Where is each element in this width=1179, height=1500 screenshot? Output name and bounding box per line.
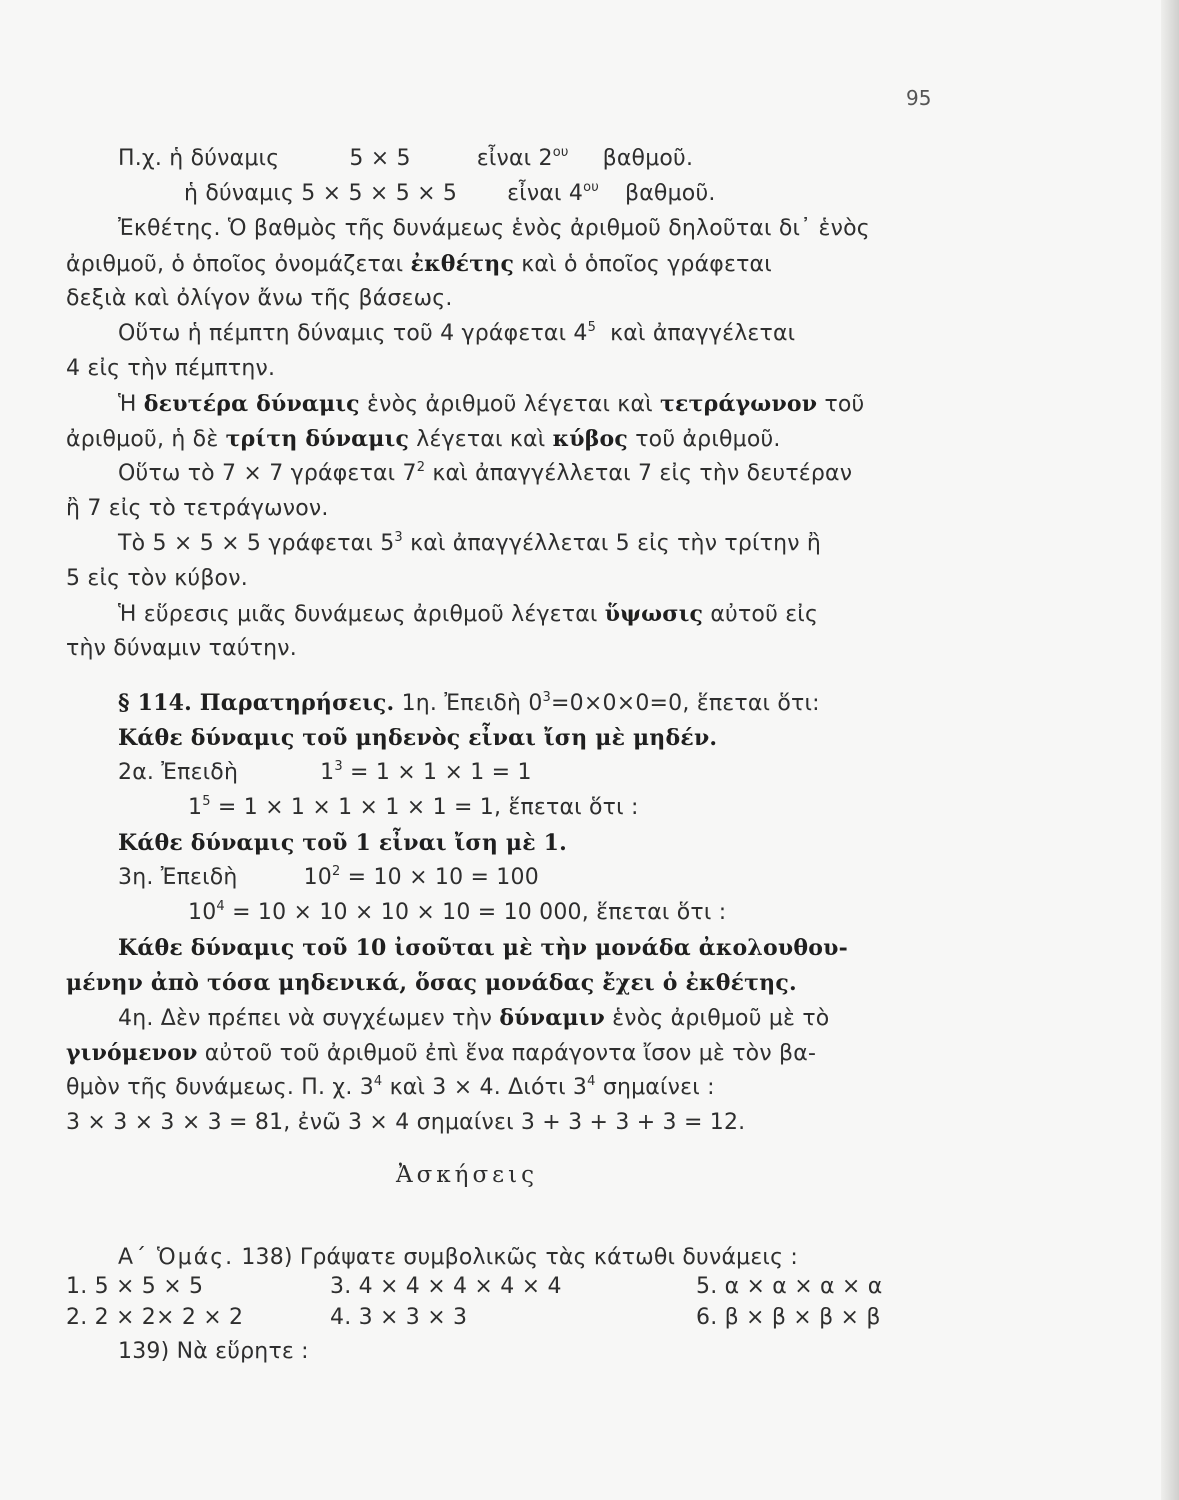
text-line-5: δεξιὰ καὶ ὀλίγον ἄνω τῆς βάσεως. xyxy=(66,286,453,311)
text-line-1: Π.χ. ἡ δύναμις 5 × 5 εἶναι $2^{o\upsilon}$ βαθμοῦ. xyxy=(118,145,694,171)
text-line-3: Ἐκθέτης. Ὁ βαθμὸς τῆς δυνάμεως ἑνὸς ἀριθμοῦ δηλοῦται δι᾽ ἑνὸς xyxy=(118,216,870,241)
page-number: 95 xyxy=(906,86,932,110)
text-line-4: ἀριθμοῦ, ὁ ὁποῖος ὀνομάζεται ἐκθέτης καὶ ὁ ὁποῖος γράφεται xyxy=(66,251,772,277)
text-line-25: 4η. Δὲν πρέπει νὰ συγχέωμεν τὴν δύναμιν ἑνὸς ἀριθμοῦ μὲ τὸ xyxy=(118,1005,830,1031)
text-line-11: ἢ 7 εἰς τὸ τετράγωνον. xyxy=(66,496,329,521)
text-line-9: ἀριθμοῦ, ἡ δὲ τρίτη δύναμις λέγεται καὶ κύβος τοῦ ἀριθμοῦ. xyxy=(66,426,781,452)
exercise-item-3: 3. 4 × 4 × 4 × 4 × 4 xyxy=(330,1274,562,1299)
exercise-item-1: 1. 5 × 5 × 5 xyxy=(66,1274,204,1299)
exercise-item-2: 2. 2 × 2× 2 × 2 xyxy=(66,1305,244,1330)
rule-one-power: Κάθε δύναμις τοῦ 1 εἶναι ἴση μὲ 1. xyxy=(118,830,568,856)
text-line-22: $10^4 = 10 \times 10 \times 10 \times 10 = 10$ 000, ἕπεται ὅτι : xyxy=(188,899,727,925)
rule-zero-power: Κάθε δύναμις τοῦ μηδενὸς εἶναι ἴση μὲ μηδέν. xyxy=(118,725,718,751)
text-line-19: $1^5 = 1 \times 1 \times 1 \times 1 \times 1 = 1$, ἕπεται ὅτι : xyxy=(188,794,639,820)
text-line-2: ἡ δύναμις 5 × 5 × 5 × 5 εἶναι $4^{o\upsilon}$ βαθμοῦ. xyxy=(184,180,716,206)
text-line-26: γινόμενον αὐτοῦ τοῦ ἀριθμοῦ ἐπὶ ἕνα παράγοντα ἴσον μὲ τὸν βα- xyxy=(66,1040,817,1066)
exercise-item-6: 6. β × β × β × β xyxy=(696,1305,881,1330)
exercise-item-5: 5. α × α × α × α xyxy=(696,1274,883,1299)
page-edge xyxy=(1161,0,1179,1500)
rule-ten-power-line-1: Κάθε δύναμις τοῦ 10 ἰσοῦται μὲ τὴν μονάδα ἀκολουθου- xyxy=(118,935,848,961)
text-line-12: Τὸ 5 × 5 × 5 γράφεται $5^3$ καὶ ἀπαγγέλλεται 5 εἰς τὴν τρίτην ἢ xyxy=(118,530,822,556)
exercise-item-4: 4. 3 × 3 × 3 xyxy=(330,1305,468,1330)
text-line-8: Ἡ δευτέρα δύναμις ἑνὸς ἀριθμοῦ λέγεται καὶ τετράγωνον τοῦ xyxy=(118,391,865,417)
text-line-21: 3η. Ἐπειδὴ $10^2 = 10 \times 10 = 100$ xyxy=(118,864,539,890)
text-line-10: Οὕτω τὸ 7 × 7 γράφεται $7^2$ καὶ ἀπαγγέλλεται 7 εἰς τὴν δευτέραν xyxy=(118,460,853,486)
text-line-6: Οὕτω ἡ πέμπτη δύναμις τοῦ 4 γράφεται $4^5$ καὶ ἀπαγγέλεται xyxy=(118,320,796,346)
text-line-18: 2α. Ἐπειδὴ $1^3 = 1 \times 1 \times 1 = 1$ xyxy=(118,759,532,785)
text-line-28: 3 × 3 × 3 × 3 = 81, ἐνῶ 3 × 4 σημαίνει 3 + 3 + 3 + 3 = 12. xyxy=(66,1110,746,1135)
rule-ten-power-line-2: μένην ἀπὸ τόσα μηδενικά, ὅσας μονάδας ἔχει ὁ ἐκθέτης. xyxy=(66,970,797,996)
text-line-27: θμὸν τῆς δυνάμεως. Π. χ. $3^4$ καὶ 3 × 4. Διότι $3^4$ σημαίνει : xyxy=(66,1074,715,1100)
exercise-group-a-intro: Α΄ Ὁμάς. 138) Γράψατε συμβολικῶς τὰς κάτωθι δυνάμεις : xyxy=(118,1245,798,1270)
section-114-heading: § 114. Παρατηρήσεις. 1η. Ἐπειδὴ $0^3=0\times 0\times 0=0$, ἕπεται ὅτι: xyxy=(118,690,820,716)
text-line-7: 4 εἰς τὴν πέμπτην. xyxy=(66,356,276,381)
exercise-139: 139) Νὰ εὕρητε : xyxy=(118,1339,309,1364)
text-line-15: τὴν δύναμιν ταύτην. xyxy=(66,636,297,661)
text-line-13: 5 εἰς τὸν κύβον. xyxy=(66,566,248,591)
text-line-14: Ἡ εὕρεσις μιᾶς δυνάμεως ἀριθμοῦ λέγεται ὕψωσις αὐτοῦ εἰς xyxy=(118,601,819,627)
exercises-title: Ἀσκήσεις xyxy=(396,1162,538,1188)
